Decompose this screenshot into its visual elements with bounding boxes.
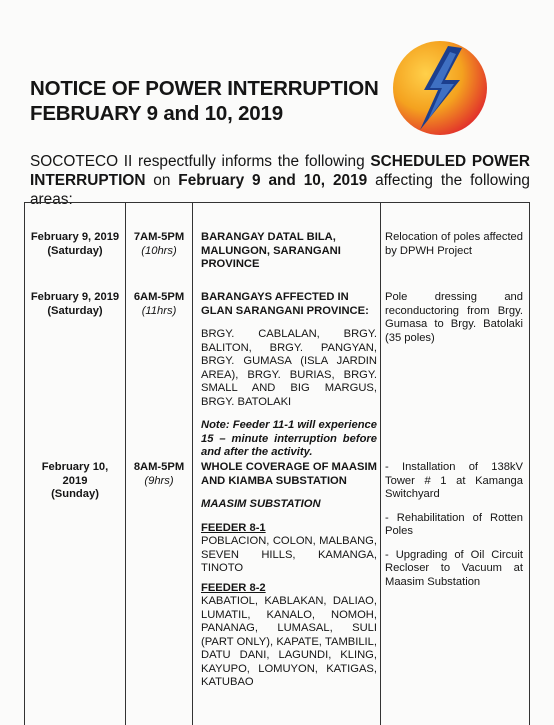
date-text: February 10, 2019: [41, 461, 109, 487]
time-range: 8AM-5PM: [133, 461, 185, 473]
day-text: (Saturday): [47, 304, 103, 317]
intro-paragraph: [30, 152, 530, 209]
activity-item: - Installation of 138kV Tower # 1 at Kamanga Switchyard: [385, 461, 523, 500]
area-name: BARANGAY DATAL BILA, MALUNGON, SARANGANI PROVINCE: [201, 231, 341, 270]
row-1-date: [29, 231, 121, 258]
row-3-area: [201, 461, 377, 690]
feeder-8-2-heading: FEEDER 8-2: [201, 581, 266, 594]
day-text: (Saturday): [47, 244, 103, 257]
duration: (11hrs): [141, 304, 177, 317]
area-name: BARANGAYS AFFECTED IN GLAN SARANGANI PROVINCE:: [201, 291, 369, 317]
row-2-activity: [385, 291, 523, 345]
title-line-1: NOTICE OF POWER INTERRUPTION: [30, 77, 379, 100]
activity-text: Relocation of poles affected by DPWH Project: [385, 231, 523, 257]
notice-title: [30, 76, 379, 126]
column-divider: [125, 203, 126, 725]
activity-item: - Upgrading of Oil Circuit Recloser to Vacuum at Maasim Substation: [385, 548, 523, 588]
row-3-activity: [385, 461, 523, 589]
time-range: 6AM-5PM: [133, 291, 185, 303]
area-name: WHOLE COVERAGE OF MAASIM AND KIAMBA SUBSTATION: [201, 461, 377, 487]
row-2-date: [29, 291, 121, 318]
row-3-time: [129, 461, 189, 488]
duration: (9hrs): [144, 474, 174, 487]
title-line-2: FEBRUARY 9 and 10, 2019: [30, 102, 283, 125]
intro-text-d: February 9 and 10, 2019: [178, 172, 368, 189]
row-1-area: [201, 231, 377, 272]
intro-text-e: affecting the following areas:: [30, 172, 530, 208]
row-2-time: [129, 291, 189, 318]
row-2-area: [201, 291, 377, 460]
activity-text: Pole dressing and reconductoring from Brgy. Gumasa to Brgy. Batolaki (35 poles): [385, 291, 523, 344]
row-1-time: [129, 231, 189, 258]
feeder-8-1-heading: FEEDER 8-1: [201, 521, 266, 534]
intro-text-b: SCHEDULED POWER INTERRUPTION: [30, 153, 530, 189]
column-divider: [192, 203, 193, 725]
intro-text-a: SOCOTECO II respectfully informs the following: [30, 153, 371, 170]
intro-text-c: on: [145, 172, 179, 189]
duration: (10hrs): [141, 244, 177, 257]
feeder-note: Note: Feeder 11-1 will experience 15 – minute interruption before and after the activity.: [201, 419, 377, 458]
feeder-8-2-list: KABATIOL, KABLAKAN, DALIAO, LUMATIL, KANALO, NOMOH, PANANAG, LUMASAL, SULI (PART ONLY), KAPATE, TAMBILIL, DATU DANI, LAGUNDI, KLING, KAYUPO, LOMUYON, KATIGAS, KATUBAO: [201, 595, 377, 688]
activity-item: - Rehabilitation of Rotten Poles: [385, 511, 523, 537]
date-text: February 9, 2019: [30, 231, 120, 243]
schedule-table: [24, 202, 530, 725]
column-divider: [380, 203, 381, 725]
row-3-date: [29, 461, 121, 502]
day-text: (Sunday): [51, 488, 99, 500]
barangay-list: BRGY. CABLALAN, BRGY. BALITON, BRGY. PANGYAN, BRGY. GUMASA (ISLA JARDIN AREA), BRGY. BURIAS, BRGY. SMALL AND BIG MARGUS, BRGY. BATOLAKI: [201, 328, 377, 408]
feeder-8-1-list: POBLACION, COLON, MALBANG, SEVEN HILLS, KAMANGA, TINOTO: [201, 535, 377, 574]
row-1-activity: [385, 231, 523, 258]
substation-heading: MAASIM SUBSTATION: [201, 498, 321, 510]
date-text: February 9, 2019: [30, 291, 120, 303]
time-range: 7AM-5PM: [133, 231, 185, 243]
lightning-bolt-logo-icon: [390, 38, 490, 138]
